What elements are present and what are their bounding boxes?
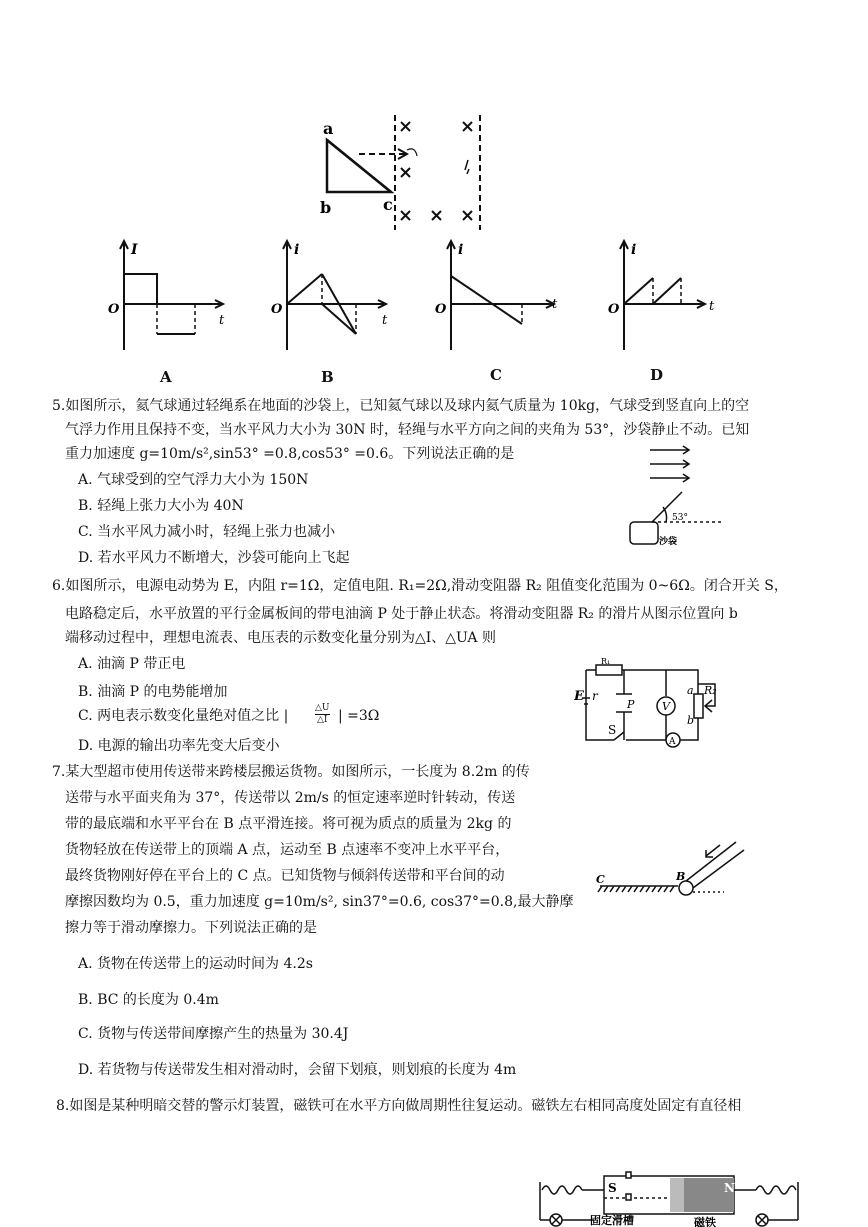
q6-S-label: S <box>608 723 617 737</box>
graph-D-x-label: t <box>709 299 715 314</box>
q6-V-label: V <box>662 700 670 713</box>
q8-magnet-figure <box>532 1168 832 1227</box>
q7-option-a: A. 货物在传送带上的运动时间为 4.2s <box>78 956 313 972</box>
q6-b-label: b <box>687 714 695 727</box>
graph-D <box>605 238 730 358</box>
graph-B-y-label: i <box>294 242 300 258</box>
q7-line-6: 摩擦因数均为 0.5，重力加速度 g=10m/s², sin37°=0.6, cos37°=0.8,最大静摩 <box>65 894 574 910</box>
q6-ratio-tail: | =3Ω <box>338 708 380 724</box>
q6-ratio-denominator: △I <box>317 715 328 725</box>
q5-line-2: 气浮力作用且保持不变，当水平风力大小为 30N 时，轻绳与水平方向之间的夹角为 53°，沙袋静止不动。已知 <box>65 422 750 438</box>
q7-line-3: 带的最底端和水平平台在 B 点平滑连接。将可视为质点的质量为 2kg 的 <box>65 816 512 832</box>
q7-C-label: C <box>596 873 605 886</box>
graph-C-origin: O <box>435 302 447 317</box>
q6-r-label: r <box>592 689 598 703</box>
q7-line-1: 7.某大型超市使用传送带来跨楼层搬运货物。如图所示，一长度为 8.2m 的传 <box>52 764 530 780</box>
q7-option-c: C. 货物与传送带间摩擦产生的热量为 30.4J <box>78 1026 349 1042</box>
q6-R1-label: R₁ <box>601 657 611 666</box>
graph-B-x-label: t <box>382 313 388 328</box>
graph-C <box>432 238 562 358</box>
q6-line-1: 6.如图所示，电源电动势为 E，内阻 r=1Ω，定值电阻. R₁=2Ω,滑动变阻器 R₂ 阻值变化范围为 0~6Ω。闭合开关 S， <box>52 578 788 594</box>
q6-R2-label: R₂ <box>704 684 717 697</box>
q5-angle-label: 53° <box>672 513 688 523</box>
q6-circuit-figure <box>574 654 724 750</box>
q8-slot-label: 固定滑槽 <box>590 1214 634 1227</box>
q6-ratio <box>315 703 330 726</box>
graph-A-origin: O <box>108 302 120 317</box>
q7-conveyor-figure <box>594 836 754 906</box>
graph-A-y-label: I <box>131 242 138 258</box>
graph-C-label: C <box>490 366 502 384</box>
graph-A-x-label: t <box>219 313 225 328</box>
q5-option-b: B. 轻绳上张力大小为 40N <box>78 498 244 514</box>
q7-line-4: 货物轻放在传送带上的顶端 A 点，运动至 B 点速率不变冲上水平平台， <box>65 842 510 858</box>
q5-balloon-figure <box>622 440 732 550</box>
q6-E-label: E <box>574 689 584 704</box>
q5-line-1: 5.如图所示，氦气球通过轻绳系在地面的沙袋上，已知氦气球以及球内氦气质量为 10kg，气球受到竖直向上的空 <box>52 398 750 414</box>
q6-ratio-numerator: △U <box>315 703 330 713</box>
q5-option-c: C. 当水平风力减小时，轻绳上张力也减小 <box>78 524 336 540</box>
point-a: a <box>323 119 334 138</box>
graph-C-y-label: i <box>458 242 464 258</box>
point-c: c <box>383 195 393 214</box>
q6-option-a: A. 油滴 P 带正电 <box>78 656 186 672</box>
q8-N-label: N <box>724 1181 735 1195</box>
q6-A-label: A <box>669 737 676 747</box>
q6-option-d: D. 电源的输出功率先变大后变小 <box>78 738 280 754</box>
q7-line-5: 最终货物刚好停在平台上的 C 点。已知货物与倾斜传送带和平台间的动 <box>65 868 505 884</box>
graph-C-x-label: t <box>552 297 558 312</box>
q6-a-label: a <box>687 684 694 697</box>
q8-line-1: 8.如图是某种明暗交替的警示灯装置，磁铁可在水平方向做周期性往复运动。磁铁左右相同高度处固定有直径相 <box>56 1098 742 1114</box>
graph-D-y-label: i <box>631 242 637 258</box>
point-b: b <box>320 198 332 217</box>
q5-bag-label: 沙袋 <box>659 537 678 547</box>
q6-P-label: P <box>627 698 635 711</box>
q8-S-label: S <box>608 1181 617 1195</box>
graph-D-origin: O <box>608 302 620 317</box>
q6-option-c: C. 两电表示数变化量绝对值之比 | <box>78 708 289 724</box>
q5-option-d: D. 若水平风力不断增大，沙袋可能向上飞起 <box>78 550 350 566</box>
graph-B-origin: O <box>271 302 283 317</box>
graph-A <box>105 238 230 358</box>
graph-B <box>268 238 393 358</box>
q6-option-b: B. 油滴 P 的电势能增加 <box>78 684 228 700</box>
q7-line-7: 擦力等于滑动摩擦力。下列说法正确的是 <box>65 920 317 936</box>
graph-A-label: A <box>160 368 172 386</box>
q8-magnet-label: 磁铁 <box>694 1216 716 1227</box>
q7-option-b: B. BC 的长度为 0.4m <box>78 992 219 1008</box>
q5-option-a: A. 气球受到的空气浮力大小为 150N <box>78 472 309 488</box>
graph-B-label: B <box>321 368 334 386</box>
q7-B-label: B <box>676 870 686 883</box>
q5-line-3: 重力加速度 g=10m/s²,sin53° =0.8,cos53° =0.6。下列说法正确的是 <box>65 446 515 462</box>
triangle-field-figure <box>315 110 515 235</box>
q7-line-2: 送带与水平面夹角为 37°，传送带以 2m/s 的恒定速率逆时针转动，传送 <box>65 790 516 806</box>
q6-line-2: 电路稳定后，水平放置的平行金属板间的带电油滴 P 处于静止状态。将滑动变阻器 R₂ 的滑片从图示位置向 b <box>65 606 738 622</box>
q6-line-3: 端移动过程中，理想电流表、电压表的示数变化量分别为△I、△UA 则 <box>65 630 496 646</box>
q7-option-d: D. 若货物与传送带发生相对滑动时，会留下划痕，则划痕的长度为 4m <box>78 1062 517 1078</box>
graph-D-label: D <box>650 366 664 384</box>
